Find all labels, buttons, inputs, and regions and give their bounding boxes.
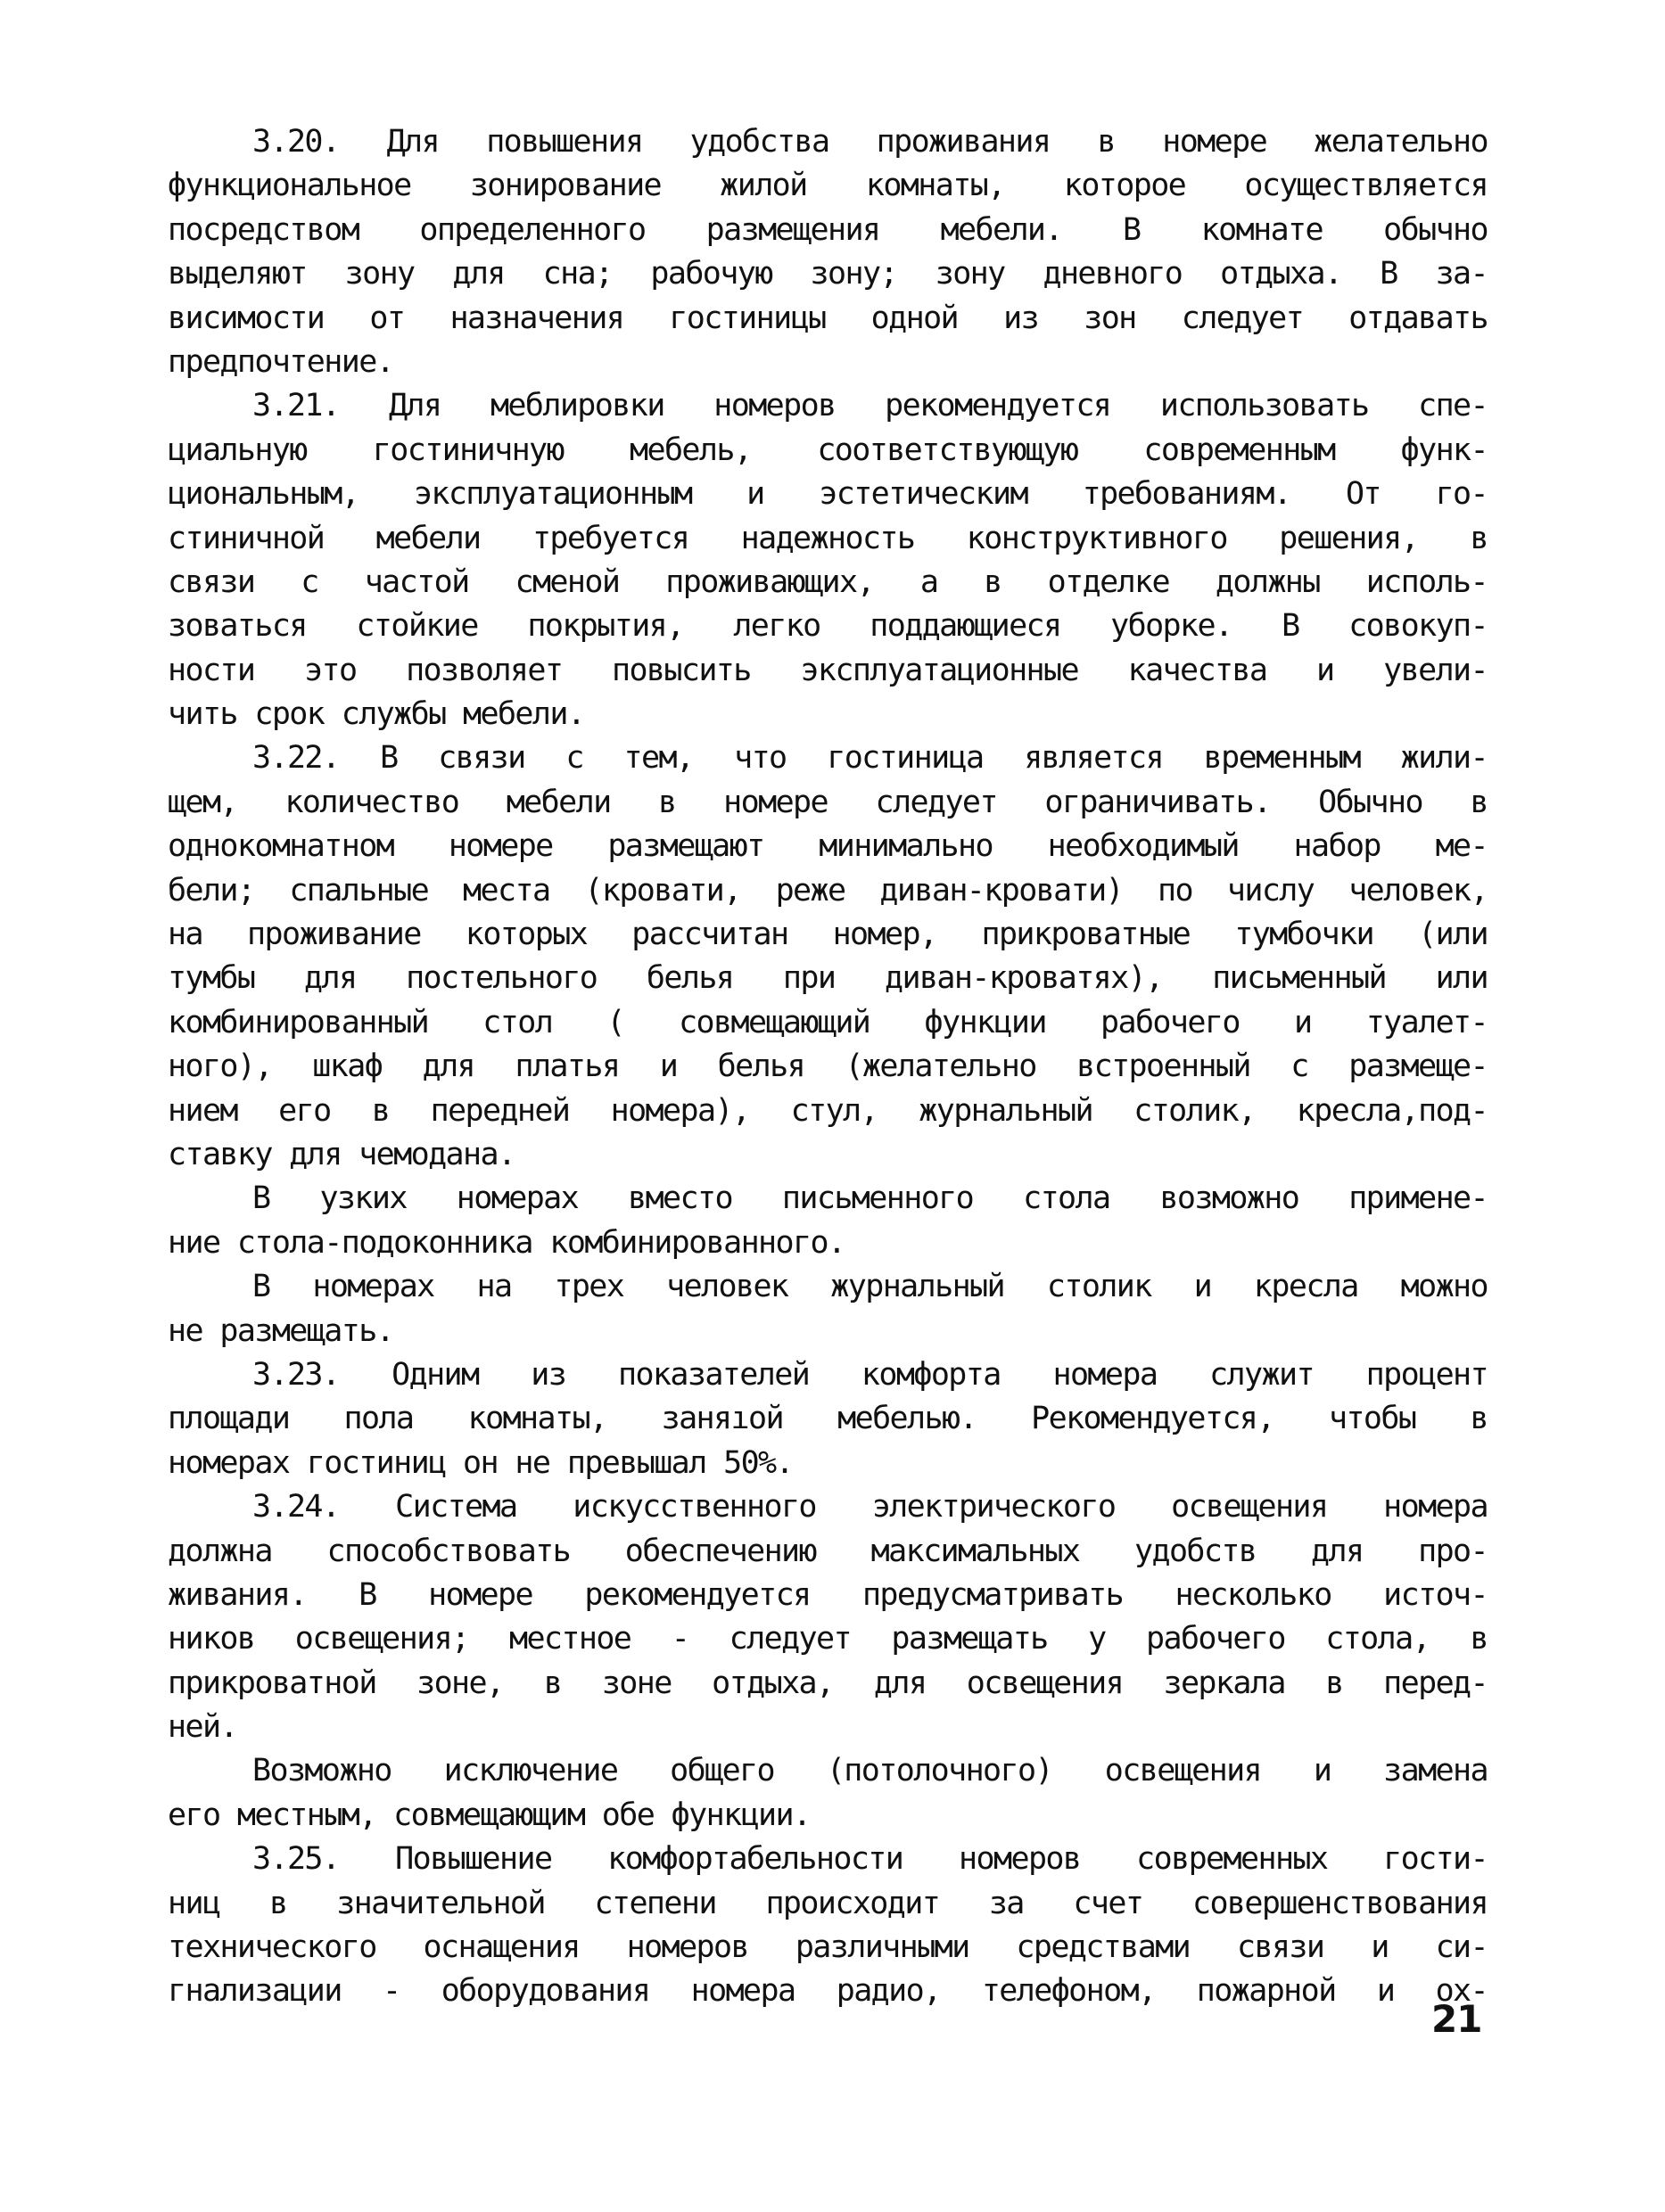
text-line: посредством определенного размещения мебели. В комнате обычно [168,211,1488,248]
text-line: однокомнатном номере размещают минимально необходимый набор ме- [168,828,1488,865]
paragraph-general-lighting [168,1749,1488,1838]
text-line: циальную гостиничную мебель, соответствующую современным функ- [168,432,1488,468]
text-line: 3.23. Одним из показателей комфорта номера служит процент [252,1356,1488,1393]
text-line: ниц в значительной степени происходит за счет совершенствования [168,1885,1488,1921]
text-line: его местным, совмещающим обе функции. [168,1797,811,1833]
text-line: функциональное зонирование жилой комнаты, которое осуществляется [168,168,1488,204]
text-line: должна способствовать обеспечению максимальных удобств для про- [168,1533,1488,1569]
text-line: 3.21. Для меблировки номеров рекомендуется использовать спе- [252,388,1488,424]
page-number: 21 [1431,1997,1482,2041]
text-line: связи с частой сменой проживающих, а в отделке должны исполь- [168,563,1488,600]
text-line: номерах гостиниц он не превышал 50%. [168,1444,793,1481]
text-line: ности это позволяет повысить эксплуатационные качества и увели- [168,652,1488,688]
text-line: площади пола комнаты, заняıой мебелью. Рекомендуется, чтобы в [168,1401,1488,1437]
text-line: на проживание которых рассчитан номер, прикроватные тумбочки (или [168,917,1488,953]
text-line: 3.25. Повышение комфортабельности номеров современных гости- [252,1841,1488,1878]
text-line: прикроватной зоне, в зоне отдыха, для освещения зеркала в перед- [168,1665,1488,1701]
text-line: предпочтение. [168,343,394,380]
text-line: живания. В номере рекомендуется предусматривать несколько источ- [168,1576,1488,1613]
paragraph-3-21 [168,384,1488,736]
text-line: технического оснащения номеров различными средствами связи и си- [168,1929,1488,1966]
text-line: ников освещения; местное - следует размещать у рабочего стола, в [168,1621,1488,1657]
paragraph-3-23 [168,1353,1488,1485]
text-line: нием его в передней номера), стул, журнальный столик, кресла,под- [168,1092,1488,1129]
text-line: ние стола-подоконника комбинированного. [168,1224,845,1261]
text-line: выделяют зону для сна; рабочую зону; зону дневного отдыха. В за- [168,256,1488,292]
text-line: зоваться стойкие покрытия, легко поддающиеся уборке. В совокуп- [168,608,1488,645]
paragraph-3-25 [168,1838,1488,2014]
text-line: ней. [168,1709,237,1746]
text-line: не размещать. [168,1312,394,1349]
text-line: бели; спальные места (кровати, реже диван-кровати) по числу человек, [168,872,1488,909]
text-line: висимости от назначения гостиницы одной из зон следует отдавать [168,300,1488,336]
text-line: В узких номерах вместо письменного стола возможно примене- [252,1180,1488,1217]
text-line: стиничной мебели требуется надежность конструктивного решения, в [168,520,1488,556]
text-line: 3.22. В связи с тем, что гостиница является временным жили- [252,740,1488,777]
text-line: щем, количество мебели в номере следует ограничивать. Обычно в [168,784,1488,820]
text-line: чить срок службы мебели. [168,696,585,733]
text-line: тумбы для постельного белья при диван-кроватях), письменный или [168,960,1488,997]
text-line: гнализации - оборудования номера радио, телефоном, пожарной и ох- [168,1973,1488,2010]
paragraph-narrow-rooms [168,1177,1488,1265]
text-line: комбинированный стол ( совмещающий функции рабочего и туалет- [168,1004,1488,1040]
text-line: ного), шкаф для платья и белья (желательно встроенный с размеще- [168,1048,1488,1085]
text-line: 3.20. Для повышения удобства проживания в номере желательно [252,124,1488,160]
paragraph-three-persons [168,1265,1488,1353]
text-line: В номерах на трех человек журнальный столик и кресла можно [252,1269,1488,1305]
text-column [168,120,1488,2014]
text-line: Возможно исключение общего (потолочного) освещения и замена [252,1753,1488,1789]
paragraph-3-24 [168,1485,1488,1749]
paragraph-3-22 [168,736,1488,1177]
paragraph-3-20 [168,120,1488,384]
text-line: ставку для чемодана. [168,1136,515,1172]
text-line: 3.24. Система искусственного электрического освещения номера [252,1489,1488,1525]
text-line: циональным, эксплуатационным и эстетическим требованиям. От го- [168,476,1488,513]
